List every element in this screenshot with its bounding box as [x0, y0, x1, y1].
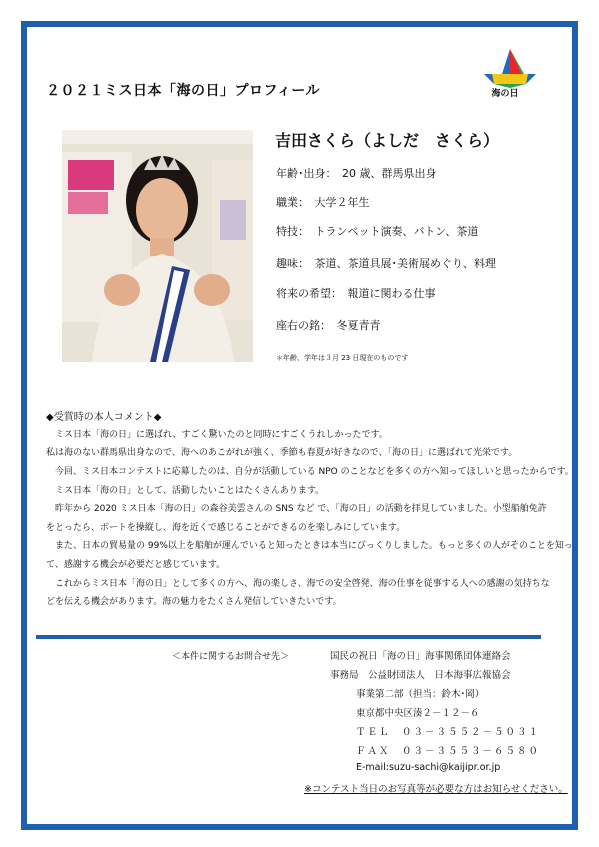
comment-line: て、感謝する機会が必要だと感じています。 [46, 560, 226, 570]
profile-note: ＊年齢、学年は３月 23 日現在のものです [276, 354, 409, 362]
logo-text: 海の日 [491, 89, 519, 99]
comment-line: ミス日本「海の日」として、活動したいことはたくさんあります。 [46, 486, 325, 496]
profile-hobby: 趣味： 茶道、茶道具展･美術展めぐり、料理 [276, 257, 496, 270]
contact-org: 国民の祝日「海の日」海事関係団体連絡会 [330, 651, 511, 662]
profile-photo [62, 130, 253, 362]
comment-line: 昨年から 2020 ミス日本「海の日」の森谷美雲さんの SNS など で、「海の日」の活動を拝見していました。小型船舶免許 [46, 504, 547, 514]
profile-dream: 将来の希望： 報道に関わる仕事 [276, 287, 436, 300]
comment-line: どを伝える機会があります。海の魅力をたくさん発信していきたいです。 [46, 597, 342, 607]
comment-line: ミス日本「海の日」に選ばれ、すごく驚いたのと同時にすごくうれしかったです。 [46, 430, 388, 440]
contact-address: 東京都中央区湊２－１２－６ [356, 708, 480, 719]
contact-notice: ※コンテスト当日のお写真等が必要な方はお知らせください。 [304, 784, 568, 795]
contact-dept: 事業第二部（担当：鈴木･岡） [356, 689, 485, 700]
comment-line: 今回、ミス日本コンテストに応募したのは、自分が活動している NPO のことなどを多くの方へ知ってほしいと思ったからです。 [46, 467, 574, 477]
comment-line: をとったら、ボートを操縦し、海を近くで感じることができるのを楽しみにしています。 [46, 523, 406, 533]
contact-email[interactable]: E-mail:suzu-sachi@kaijipr.or.jp [356, 762, 501, 773]
page-title: ２０２１ミス日本「海の日」プロフィール [46, 83, 321, 99]
contact-tel: ＴＥＬ ０３－３５５２－５０３１ [356, 727, 541, 738]
contact-office: 事務局 公益財団法人 日本海事広報協会 [330, 670, 511, 681]
section-divider [36, 635, 541, 639]
contact-fax: ＦＡＸ ０３－３５５３－６５８０ [356, 746, 541, 757]
profile-name: 吉田さくら（よしだ さくら） [275, 131, 500, 150]
profile-job: 職業： 大学２年生 [276, 196, 370, 209]
profile-motto: 座右の銘： 冬夏青青 [276, 319, 381, 332]
comment-line: これからミス日本「海の日」として多くの方へ、海の楽しさ、海での安全啓発、海の仕事を従事する人への感謝の気持ちな [46, 579, 550, 589]
comment-line: また、日本の貿易量の 99%以上を船舶が運んでいると知ったときは本当にびっくりしました。もっと多くの人がそのことを知っ [46, 541, 573, 551]
profile-skill: 特技： トランペット演奏、バトン、茶道 [276, 225, 479, 238]
comment-line: 私は海のない群馬県出身なので、海へのあこがれが強く、季節も春夏が好きなので、「海の日」に選ばれて光栄です。 [46, 448, 518, 458]
comment-heading: ◆受賞時の本人コメント◆ [46, 412, 162, 423]
contact-label: ＜本件に関するお問合せ先＞ [172, 652, 290, 662]
profile-age: 年齢･出身： 20 歳、群馬県出身 [276, 167, 437, 180]
